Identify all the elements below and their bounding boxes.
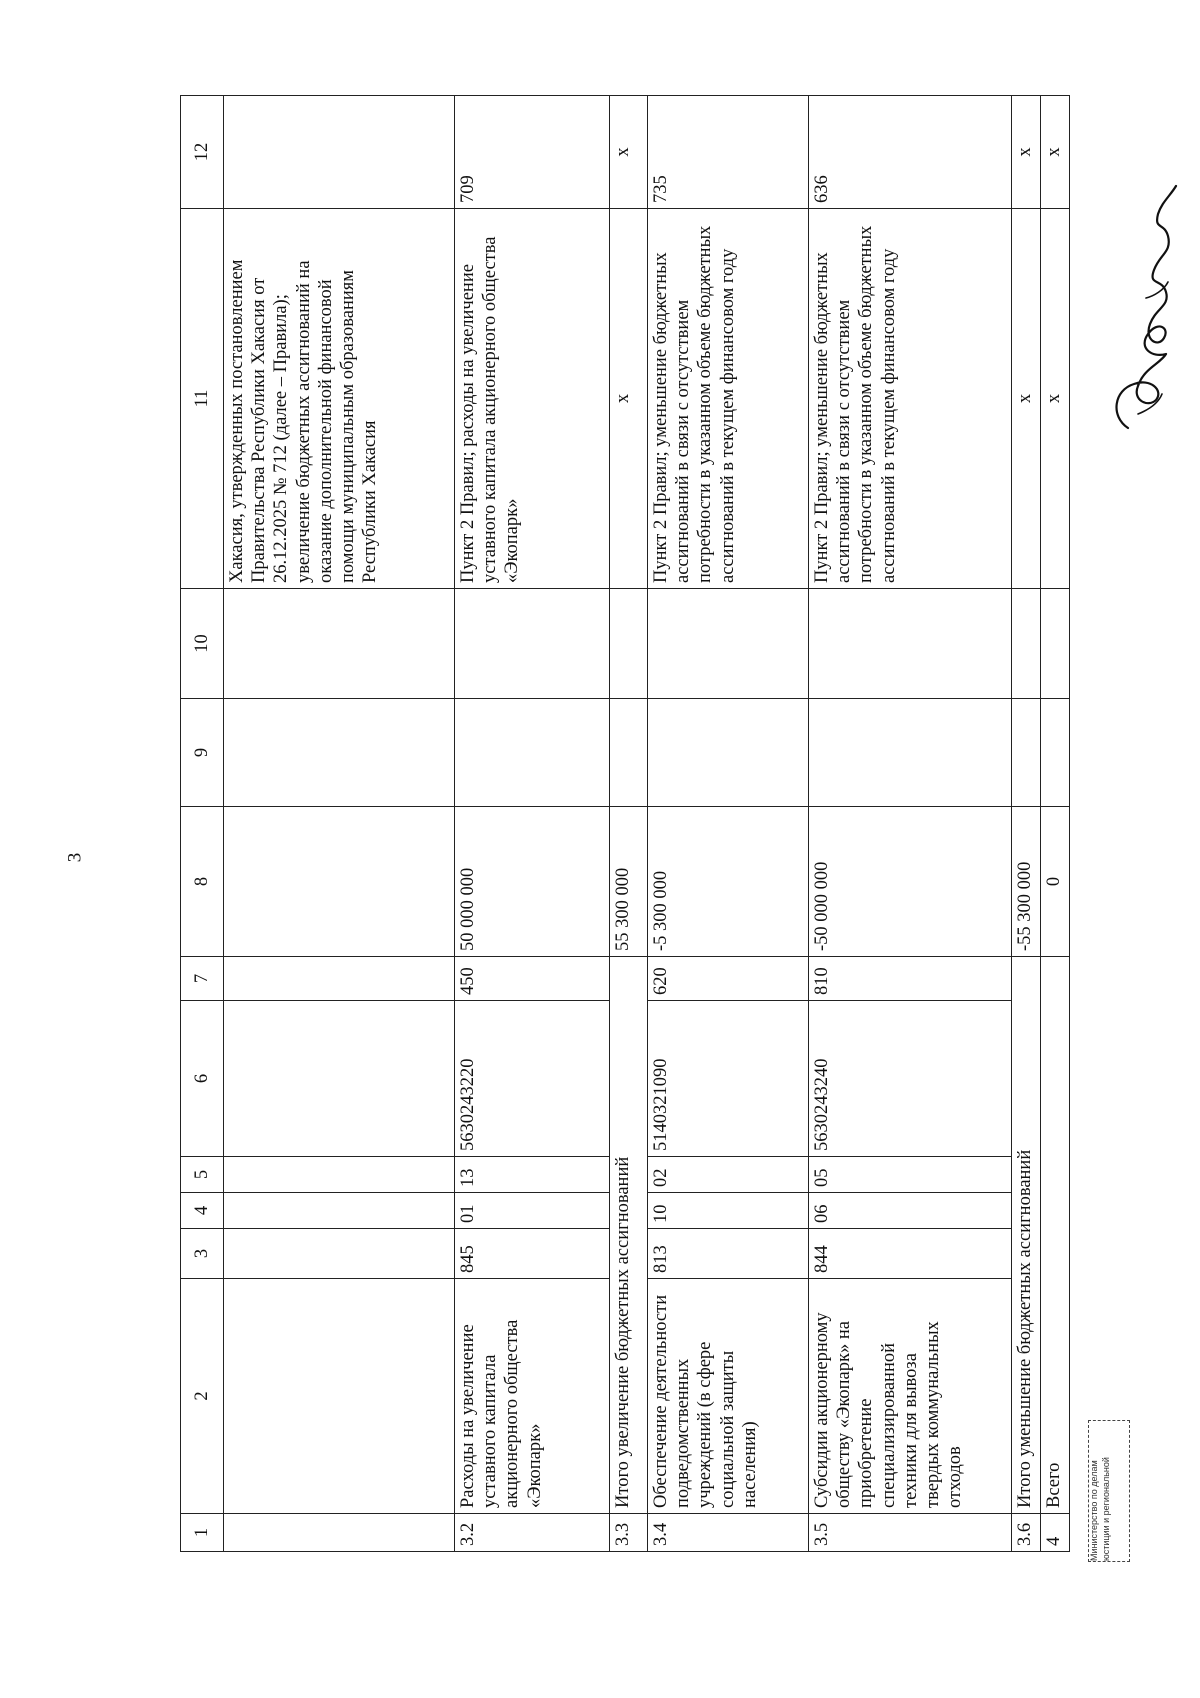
- header-cell: 10: [181, 589, 224, 699]
- stamp-line: юстиции и региональной: [1100, 1457, 1111, 1561]
- subsection-code: 13: [455, 1157, 610, 1193]
- col-9: [809, 699, 1012, 807]
- legal-basis: Пункт 2 Правил; уменьшение бюджетных ассигнований в связи с отсутствием потребности в указанном объеме бюджетных ассигнований в текущем финансовом году: [809, 209, 1012, 589]
- total-increase-row: [610, 96, 648, 1552]
- table-row: [455, 96, 610, 1552]
- section-code: 06: [809, 1193, 1012, 1229]
- header-cell: 5: [181, 1157, 224, 1193]
- budget-allocation-table: [180, 95, 1070, 1552]
- amount: 0: [1041, 807, 1070, 957]
- col-12: x: [1012, 96, 1041, 209]
- amount: -50 000 000: [809, 807, 1012, 957]
- continuation-row: [224, 96, 455, 1552]
- header-cell: 1: [181, 1514, 224, 1552]
- row-number: 4: [1041, 1514, 1070, 1552]
- col-12: 709: [455, 96, 610, 209]
- col-11: x: [610, 209, 648, 589]
- legal-basis: Пункт 2 Правил; уменьшение бюджетных ассигнований в связи с отсутствием потребности в указанном объеме бюджетных ассигнований в текущем финансовом году: [648, 209, 809, 589]
- amount: -55 300 000: [1012, 807, 1041, 957]
- ministry-code: 845: [455, 1229, 610, 1279]
- col-12: 636: [809, 96, 1012, 209]
- amount: 55 300 000: [610, 807, 648, 957]
- header-cell: 4: [181, 1193, 224, 1229]
- header-cell: 2: [181, 1279, 224, 1514]
- header-cell: 6: [181, 1001, 224, 1157]
- grand-total-row: [1041, 96, 1070, 1552]
- row-number: 3.2: [455, 1514, 610, 1552]
- section-code: 10: [648, 1193, 809, 1229]
- ministry-code: 844: [809, 1229, 1012, 1279]
- subsection-code: 02: [648, 1157, 809, 1193]
- section-code: 01: [455, 1193, 610, 1229]
- legal-basis: Пункт 2 Правил; расходы на увеличение уставного капитала акционерного общества «Экопарк»: [455, 209, 610, 589]
- total-decrease-row: [1012, 96, 1041, 1552]
- expense-name: Субсидии акционерному обществу «Экопарк» на приобретение специализированной техники для вывоза твердых коммунальных отходов: [809, 1279, 1012, 1514]
- header-cell: 12: [181, 96, 224, 209]
- signature-image: [1108, 178, 1183, 438]
- expense-type-code: 450: [455, 957, 610, 1001]
- header-cell: 9: [181, 699, 224, 807]
- col-10: [455, 589, 610, 699]
- header-cell: 7: [181, 957, 224, 1001]
- total-label: Итого уменьшение бюджетных ассигнований: [1012, 957, 1041, 1514]
- table-row: [809, 96, 1012, 1552]
- registration-stamp: [1088, 1420, 1130, 1562]
- budget-table-frame: [180, 96, 1064, 1552]
- target-article-code: 5630243240: [809, 1001, 1012, 1157]
- target-article-code: 5630243220: [455, 1001, 610, 1157]
- subsection-code: 05: [809, 1157, 1012, 1193]
- row-number: 3.6: [1012, 1514, 1041, 1552]
- target-article-code: 5140321090: [648, 1001, 809, 1157]
- total-label: Итого увеличение бюджетных ассигнований: [610, 957, 648, 1514]
- expense-name: Расходы на увеличение уставного капитала акционерного общества «Экопарк»: [455, 1279, 610, 1514]
- amount: -5 300 000: [648, 807, 809, 957]
- col-12: x: [1041, 96, 1070, 209]
- col-10: [809, 589, 1012, 699]
- row-number: 3.4: [648, 1514, 809, 1552]
- expense-name: Обеспечение деятельности подведомственных учреждений (в сфере социальной защиты населения): [648, 1279, 809, 1514]
- stamp-line: Министерство по делам: [1089, 1460, 1099, 1561]
- header-cell: 11: [181, 209, 224, 589]
- col-9: [455, 699, 610, 807]
- col-11: x: [1012, 209, 1041, 589]
- ministry-code: 813: [648, 1229, 809, 1279]
- expense-type-code: 620: [648, 957, 809, 1001]
- continuation-text: Хакасия, утвержденных постановлением Правительства Республики Хакасия от 26.12.2025 № 712 (далее – Правила); увеличение бюджетных ассигнований на оказание дополнительной финансовой помощи муниципальным образованиям Республики Хакасия: [224, 209, 455, 589]
- row-number: 3.3: [610, 1514, 648, 1552]
- expense-type-code: 810: [809, 957, 1012, 1001]
- page-number: 3: [64, 852, 86, 863]
- total-label: Всего: [1041, 957, 1070, 1514]
- header-cell: 8: [181, 807, 224, 957]
- column-number-row: [181, 96, 224, 1552]
- col-12: 735: [648, 96, 809, 209]
- header-cell: 3: [181, 1229, 224, 1279]
- table-row: [648, 96, 809, 1552]
- row-number: 3.5: [809, 1514, 1012, 1552]
- col-9: [648, 699, 809, 807]
- col-11: x: [1041, 209, 1070, 589]
- col-12: x: [610, 96, 648, 209]
- amount: 50 000 000: [455, 807, 610, 957]
- col-10: [648, 589, 809, 699]
